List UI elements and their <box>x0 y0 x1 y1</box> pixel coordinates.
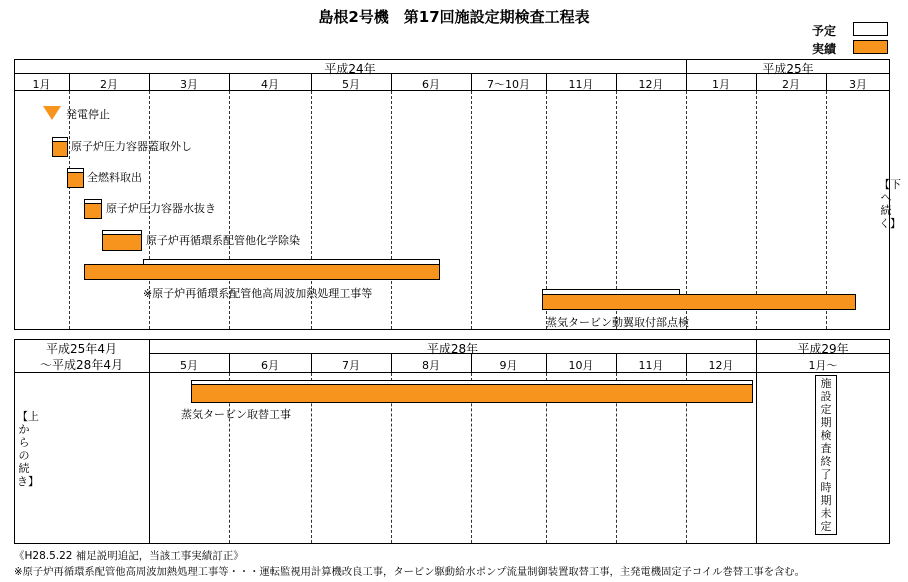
bottom-era-h28: 平成28年 <box>426 342 479 356</box>
bottom-month: 10月 <box>568 359 594 372</box>
top-month: 5月 <box>342 78 360 91</box>
continued-from-above-note: 【上からの続き】 <box>17 410 39 488</box>
actual-bar <box>84 203 102 219</box>
top-grid-line <box>69 91 70 329</box>
legend-actual-label: 実績 <box>812 42 837 56</box>
task-label: 全燃料取出 <box>87 171 142 184</box>
top-grid-line <box>391 91 392 329</box>
top-month: 7～10月 <box>487 78 530 91</box>
end-note-text: 施設定期検査終了時期未定 <box>820 377 832 533</box>
continue-below-note: 【下へ続く】 <box>879 178 901 230</box>
actual-bar <box>191 384 753 403</box>
bottom-grid-solid <box>149 373 150 543</box>
actual-bar <box>52 141 68 157</box>
bottom-month: 1月～ <box>808 359 838 372</box>
task-label: 原子炉再循環系配管他化学除染 <box>146 234 300 247</box>
bottom-left-header: 平成25年4月 <box>46 342 117 356</box>
top-month: 1月 <box>712 78 730 91</box>
top-month: 6月 <box>422 78 440 91</box>
legend-actual-swatch <box>853 40 888 54</box>
bottom-month: 7月 <box>342 359 360 372</box>
bottom-grid-solid <box>756 373 757 543</box>
top-grid-line <box>471 91 472 329</box>
actual-bar <box>84 264 440 280</box>
bottom-month: 6月 <box>261 359 279 372</box>
task-label: 蒸気タービン取替工事 <box>181 408 291 421</box>
footnote: ※原子炉再循環系配管他高周波加熱処理工事等・・・運転監視用計算機改良工事，タービン駆動給水ポンプ流量制御装置取替工事，主発電機固定子コイル巻替工事を含む。 <box>14 566 805 578</box>
top-month: 12月 <box>638 78 664 91</box>
top-month: 1月 <box>32 78 51 91</box>
bottom-month: 8月 <box>422 359 440 372</box>
top-month: 3月 <box>180 78 198 91</box>
bottom-month: 12月 <box>708 359 734 372</box>
task-label: 原子炉圧力容器蓋取外し <box>71 140 192 153</box>
page-title: 島根2号機 第17回施設定期検査工程表 <box>318 8 590 26</box>
legend-plan-label: 予定 <box>812 24 837 38</box>
actual-bar <box>542 294 856 310</box>
bottom-month: 9月 <box>499 359 518 372</box>
shutdown-marker-icon <box>43 106 61 120</box>
top-month: 11月 <box>568 78 594 91</box>
task-label: ※原子炉再循環系配管他高周波加熱処理工事等 <box>143 287 373 300</box>
bottom-era-h29: 平成29年 <box>797 342 849 356</box>
bottom-month: 5月 <box>180 359 198 372</box>
legend-plan-swatch <box>853 22 888 36</box>
task-label: 原子炉圧力容器水抜き <box>106 202 216 215</box>
top-month: 2月 <box>100 78 118 91</box>
top-era-h25: 平成25年 <box>762 62 814 76</box>
top-era-h24: 平成24年 <box>324 62 376 76</box>
actual-bar <box>67 172 84 188</box>
revision-note: 《H28.5.22 補足説明追記，当該工事実績訂正》 <box>14 550 244 562</box>
top-month: 2月 <box>782 78 800 91</box>
task-label: 蒸気タービン動翼取付部点検 <box>546 316 689 329</box>
task-label: 発電停止 <box>66 108 110 121</box>
bottom-left-header-range: ～平成28年4月 <box>40 358 123 372</box>
bottom-month: 11月 <box>638 359 664 372</box>
actual-bar <box>102 234 142 251</box>
top-month: 3月 <box>849 78 867 91</box>
top-month: 4月 <box>261 78 279 91</box>
